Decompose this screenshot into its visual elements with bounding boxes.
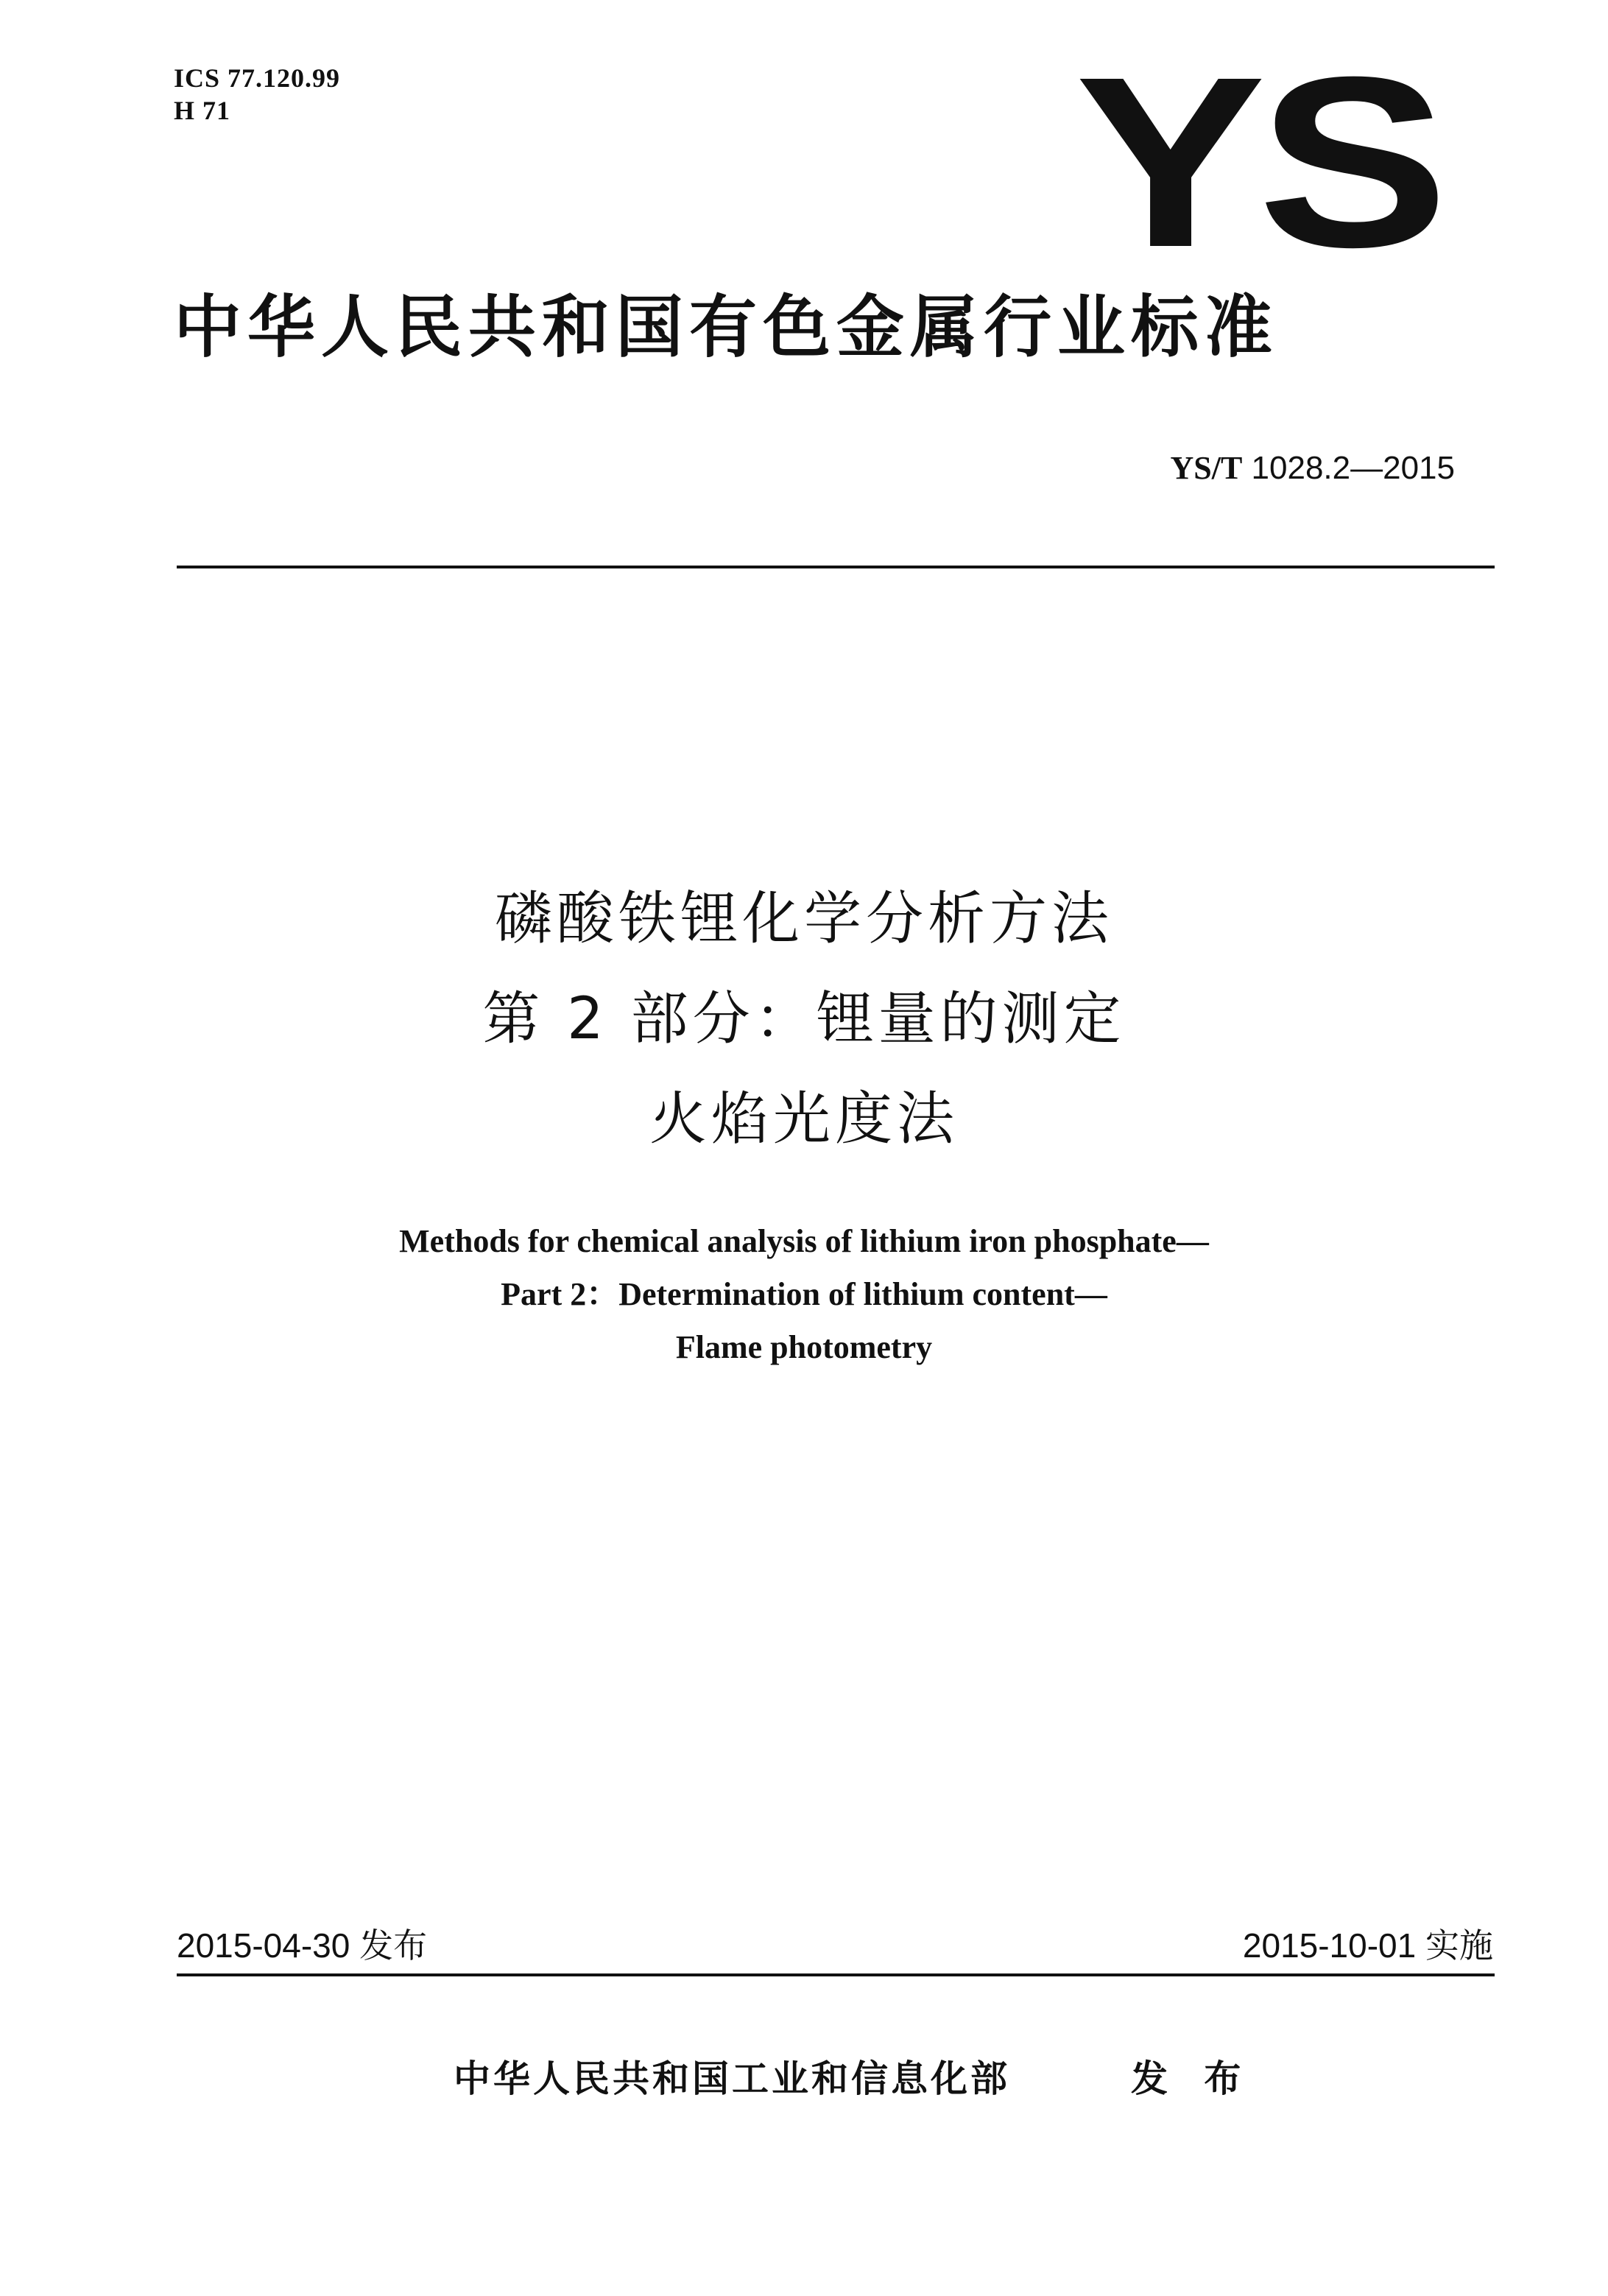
chinese-title-line-3: 火焰光度法 <box>649 1086 959 1152</box>
organization-title: 中华人民共和国有色金属行业标准 <box>174 288 1279 367</box>
chinese-title <box>0 869 1608 1169</box>
implementation-date: 2015-10-01 实施 <box>1242 1926 1493 1965</box>
chinese-title-line-2: 第 2 部分：锂量的测定 <box>482 986 1126 1052</box>
classification-codes <box>174 62 340 127</box>
ys-logo: YS <box>1075 26 1440 297</box>
top-divider <box>177 566 1495 568</box>
chinese-title-line-1: 磷酸铁锂化学分析方法 <box>494 886 1113 952</box>
standard-number <box>957 448 1455 489</box>
english-title-line-2: Part 2：Determination of lithium content— <box>501 1276 1107 1312</box>
issuer-action: 发 布 <box>1131 2057 1253 2100</box>
release-date: 2015-04-30 发布 <box>177 1926 428 1965</box>
english-title-line-1: Methods for chemical analysis of lithium iron phosphate— <box>399 1223 1209 1259</box>
english-title <box>0 1215 1608 1374</box>
issuer-name: 中华人民共和国工业和信息化部 <box>454 2057 1010 2100</box>
english-title-line-3: Flame photometry <box>675 1329 933 1365</box>
standard-number-value: 1028.2—2015 <box>1251 450 1455 486</box>
bottom-divider <box>177 1973 1495 1976</box>
ics-code: ICS 77.120.99 <box>174 63 341 93</box>
standard-number-prefix: YS/T <box>1170 450 1243 486</box>
ccs-code: H 71 <box>174 96 231 125</box>
